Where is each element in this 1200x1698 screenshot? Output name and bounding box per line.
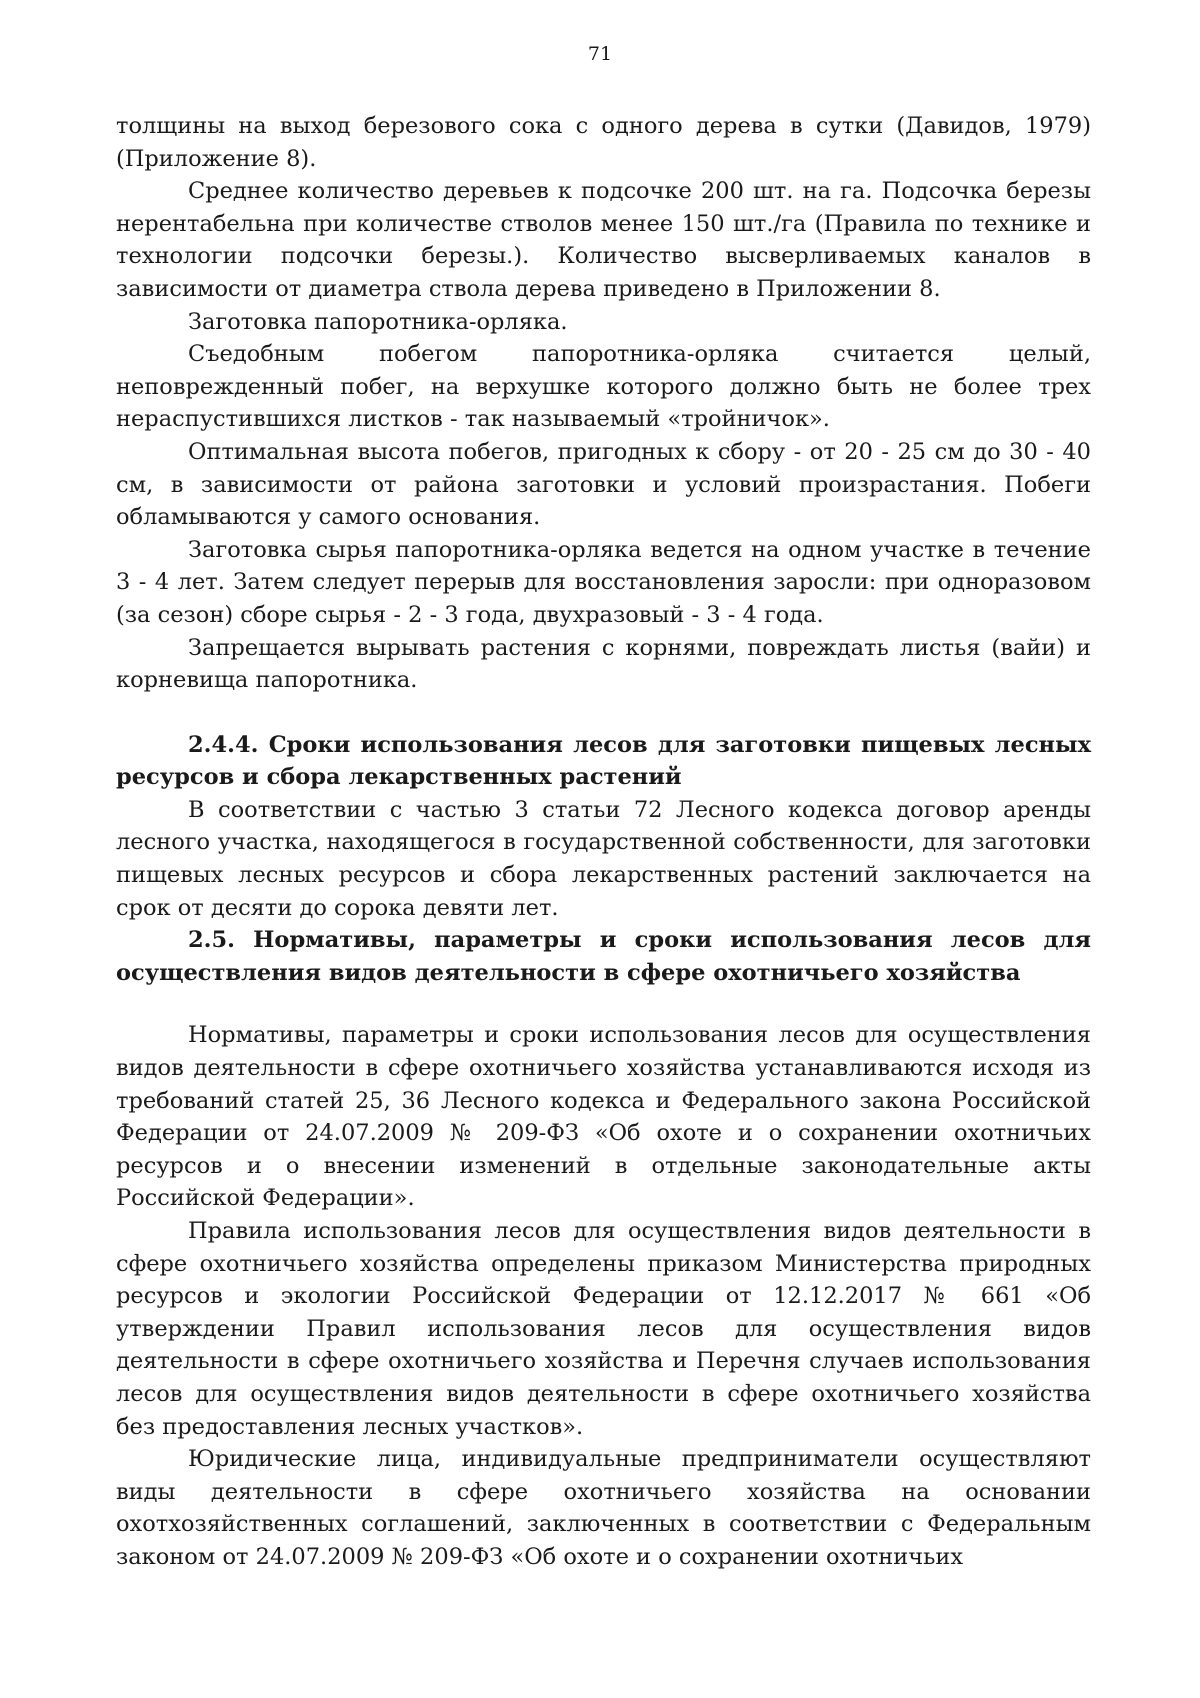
paragraph-continuation: толщины на выход березового сока с одного дерева в сутки (Давидов, 1979) (Приложение 8). — [116, 113, 1091, 172]
paragraph-hunting-entities: Юридические лица, индивидуальные предприниматели осуществляют виды деятельности в сфере охотничьего хозяйства на основании охотхозяйственных соглашений, заключенных в соответствии с Федеральным законом от 24.07.2009 № 209-ФЗ «Об охоте и о сохранении охотничьих — [116, 1446, 1091, 1570]
section-heading-2-4-4: 2.4.4. Сроки использования лесов для заготовки пищевых лесных ресурсов и сбора лекарственных растений — [116, 731, 1091, 791]
paragraph-fern-title: Заготовка папоротника-орляка. — [188, 308, 568, 335]
paragraph-hunting-rules: Правила использования лесов для осуществления видов деятельности в сфере охотничьего хозяйства определены приказом Министерства природных ресурсов и экологии Российской Федерации от 12.12.2017 № 661 «Об утверждении Правил использования лесов для осуществления видов деятельности в сфере охотничьего хозяйства и Перечня случаев использования лесов для осуществления видов деятельности в сфере охотничьего хозяйства без предоставления лесных участков». — [116, 1218, 1091, 1440]
paragraph-fern-harvest: Заготовка сырья папоротника-орляка ведется на одном участке в течение 3 - 4 лет. Затем следует перерыв для восстановления заросли: при одноразовом (за сезон) сборе сырья - 2 - 3 года, двухразовый - 3 - 4 года. — [116, 536, 1091, 628]
paragraph-fern-prohibition: Запрещается вырывать растения с корнями, повреждать листья (вайи) и корневища папоротника. — [116, 634, 1091, 694]
paragraph-birch-tapping: Среднее количество деревьев к подсочке 200 шт. на га. Подсочка березы нерентабельна при количестве стволов менее 150 шт./га (Правила по технике и технологии подсочки березы.). Количество высверливаемых каналов в зависимости от диаметра ствола дерева приведено в Приложении 8. — [116, 178, 1091, 302]
paragraph-fern-shoot: Съедобным побегом папоротника-орляка считается целый, неповрежденный побег, на верхушке которого должно быть не более трех нераспустившихся листков - так называемый «тройничок». — [116, 341, 1091, 433]
paragraph-hunting-norms: Нормативы, параметры и сроки использования лесов для осуществления видов деятельности в сфере охотничьего хозяйства устанавливаются исходя из требований статей 25, 36 Лесного кодекса и Федерального закона Российской Федерации от 24.07.2009 № 209-ФЗ «Об охоте и о сохранении охотничьих ресурсов и о внесении изменений в отдельные законодательные акты Российской Федерации». — [116, 1022, 1091, 1212]
page-body — [116, 110, 1091, 1574]
page-number: 71 — [587, 43, 613, 65]
section-heading-2-5: 2.5. Нормативы, параметры и сроки использования лесов для осуществления видов деятельности в сфере охотничьего хозяйства — [116, 927, 1091, 986]
paragraph-lease-term: В соответствии с частью 3 статьи 72 Лесного кодекса договор аренды лесного участка, находящегося в государственной собственности, для заготовки пищевых лесных ресурсов и сбора лекарственных растений заключается на срок от десяти до сорока девяти лет. — [116, 796, 1091, 921]
paragraph-fern-height: Оптимальная высота побегов, пригодных к сбору - от 20 - 25 см до 30 - 40 см, в зависимости от района заготовки и условий произрастания. Побеги обламываются у самого основания. — [116, 438, 1091, 531]
